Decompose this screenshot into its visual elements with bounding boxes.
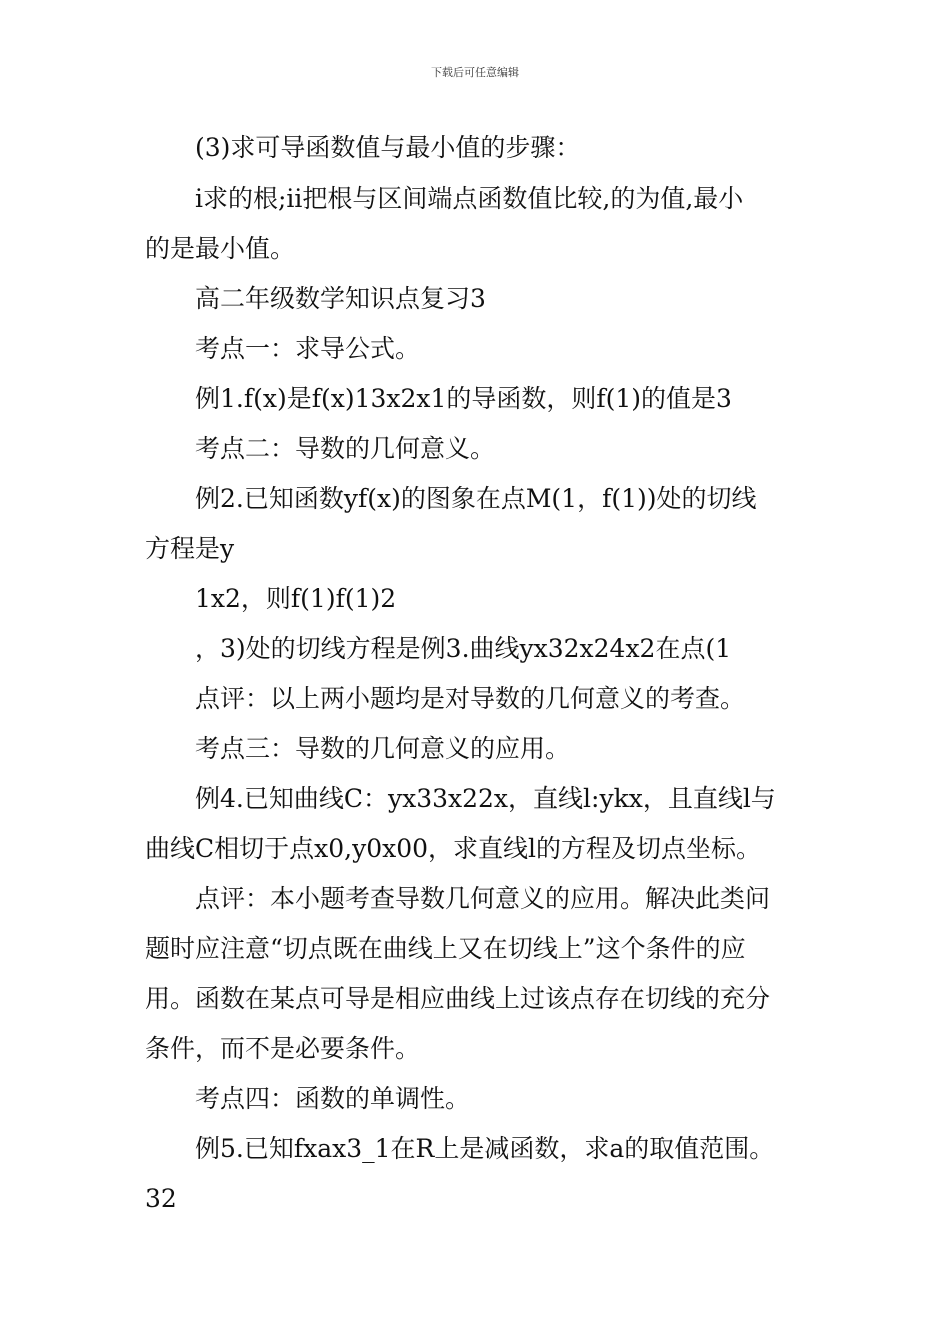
text-line: 方程是y <box>145 534 235 563</box>
text-line: 例1.f(x)是f(x)13x2x1的导函数，则f(1)的值是3 <box>195 384 732 413</box>
text-line: 考点一：求导公式。 <box>195 334 421 363</box>
header-note: 下载后可任意编辑 <box>431 66 519 79</box>
section-heading: 高二年级数学知识点复习3 <box>195 284 486 313</box>
text-line: 点评：本小题考查导数几何意义的应用。解决此类问 <box>195 884 771 913</box>
text-line: (3)求可导函数值与最小值的步骤： <box>195 133 581 162</box>
text-line: ，3)处的切线方程是例3.曲线yx32x24x2在点(1 <box>195 634 732 663</box>
text-line: 点评：以上两小题均是对导数的几何意义的考查。 <box>195 684 746 713</box>
text-line: ⅰ求的根;ⅱ把根与区间端点函数值比较,的为值,最小 <box>195 184 744 213</box>
text-line: 考点四：函数的单调性。 <box>195 1084 471 1113</box>
text-line: 1x2，则f(1)f(1)2 <box>195 584 397 613</box>
text-line: 用。函数在某点可导是相应曲线上过该点存在切线的充分 <box>145 984 771 1013</box>
text-line: 条件，而不是必要条件。 <box>145 1034 421 1063</box>
page-number: 32 <box>145 1184 177 1213</box>
text-line: 考点二：导数的几何意义。 <box>195 434 496 463</box>
text-line: 例5.已知fxax3_1在R上是减函数，求a的取值范围。 <box>195 1134 775 1163</box>
text-line: 的是最小值。 <box>145 234 296 263</box>
text-line: 例4.已知曲线C：yx33x22x，直线l:ykx，且直线l与 <box>195 784 776 813</box>
text-line: 曲线C相切于点x0,y0x00，求直线l的方程及切点坐标。 <box>145 834 762 863</box>
text-line: 题时应注意“切点既在曲线上又在切线上”这个条件的应 <box>145 934 746 963</box>
text-line: 考点三：导数的几何意义的应用。 <box>195 734 571 763</box>
text-line: 例2.已知函数yf(x)的图象在点M(1，f(1))处的切线 <box>195 484 757 513</box>
